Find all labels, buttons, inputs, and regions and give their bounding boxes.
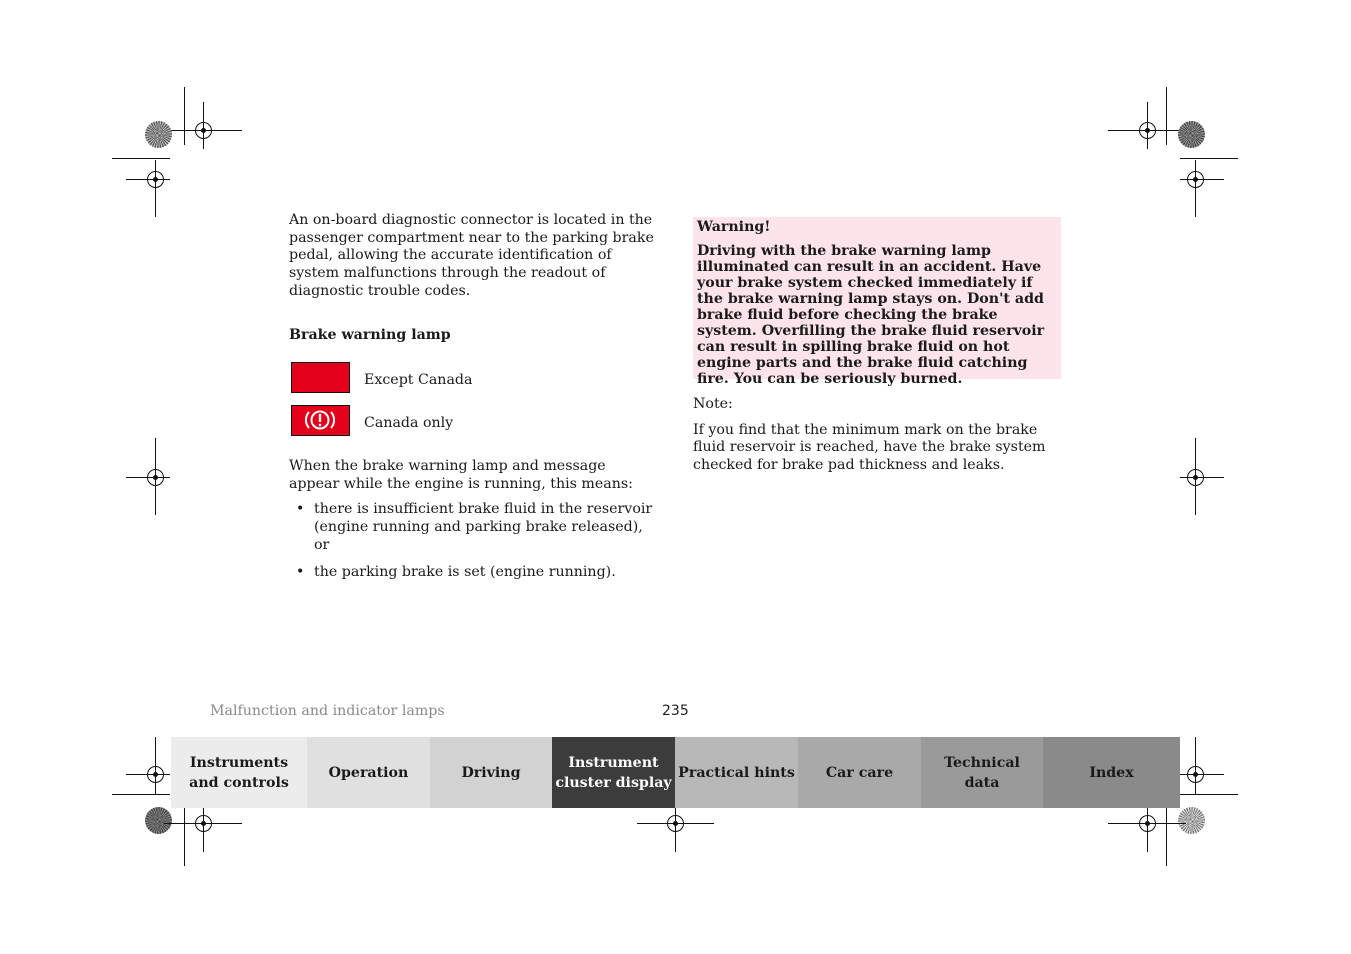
registration-target-icon bbox=[1187, 469, 1204, 486]
list-item bbox=[289, 564, 654, 582]
registration-target-icon bbox=[1187, 766, 1204, 783]
registration-target-icon bbox=[1139, 815, 1156, 832]
tab-instruments-and-controls[interactable]: Instruments and controls bbox=[171, 737, 307, 808]
registration-target-icon bbox=[147, 469, 164, 486]
page-number: 235 bbox=[662, 703, 689, 719]
warning-text: Driving with the brake warning lamp illuminated can result in an accident. Have your brake system checked immediately if the brake warning lamp stays on. Don't add brake fluid before checking the brake system. Overfilling the brake fluid reservoir can result in spilling brake fluid on hot engine parts and the brake fluid catching fire. You can be seriously burned. bbox=[697, 243, 1045, 387]
color-rosette-icon bbox=[145, 807, 172, 834]
lamp-row-canada-only bbox=[291, 405, 350, 436]
meaning-section bbox=[289, 458, 654, 590]
left-column bbox=[289, 212, 654, 344]
section-heading: Brake warning lamp bbox=[289, 326, 451, 343]
color-rosette-icon bbox=[145, 121, 172, 148]
warning-title: Warning! bbox=[697, 219, 771, 235]
registration-target-icon bbox=[1187, 171, 1204, 188]
tab-operation[interactable]: Operation bbox=[307, 737, 430, 808]
lamp-label-canada-only: Canada only bbox=[364, 415, 454, 431]
bullet-list bbox=[289, 501, 654, 581]
tab-instrument-cluster-display[interactable]: Instrument cluster display bbox=[552, 737, 675, 808]
registration-target-icon bbox=[195, 815, 212, 832]
chapter-tabs bbox=[171, 737, 1180, 808]
registration-target-icon bbox=[147, 766, 164, 783]
tab-driving[interactable]: Driving bbox=[430, 737, 552, 808]
note-label: Note: bbox=[693, 396, 733, 412]
color-rosette-icon bbox=[1178, 807, 1205, 834]
color-rosette-icon bbox=[1178, 121, 1205, 148]
registration-target-icon bbox=[147, 171, 164, 188]
lamp-row-except-canada bbox=[291, 362, 350, 393]
list-item bbox=[289, 501, 654, 554]
registration-target-icon bbox=[667, 815, 684, 832]
tab-practical-hints[interactable]: Practical hints bbox=[675, 737, 798, 808]
bullet-text: the parking brake is set (engine running). bbox=[314, 563, 616, 580]
brake-warning-blank-icon bbox=[291, 362, 350, 393]
lamp-label-except-canada: Except Canada bbox=[364, 372, 473, 388]
intro-paragraph: An on-board diagnostic connector is located in the passenger compartment near to the parking brake pedal, allowing the accurate identification of system malfunctions through the readout of diagnostic trouble codes. bbox=[289, 212, 654, 299]
bullet-text: there is insufficient brake fluid in the reservoir (engine running and parking brake released), or bbox=[314, 501, 653, 553]
note-text: If you find that the minimum mark on the brake fluid reservoir is reached, have the brake system checked for brake pad thickness and leaks. bbox=[693, 421, 1046, 474]
warning-box bbox=[693, 217, 1061, 387]
brake-warning-exclamation-icon bbox=[291, 405, 350, 436]
section-label: Malfunction and indicator lamps bbox=[210, 703, 445, 719]
meaning-intro: When the brake warning lamp and message appear while the engine is running, this means: bbox=[289, 458, 633, 492]
tab-index[interactable]: Index bbox=[1043, 737, 1180, 808]
tab-technical-data[interactable]: Technical data bbox=[921, 737, 1043, 808]
bullet-icon: • bbox=[296, 501, 305, 518]
note-section bbox=[693, 396, 1061, 475]
tab-car-care[interactable]: Car care bbox=[798, 737, 921, 808]
bullet-icon: • bbox=[296, 563, 305, 580]
